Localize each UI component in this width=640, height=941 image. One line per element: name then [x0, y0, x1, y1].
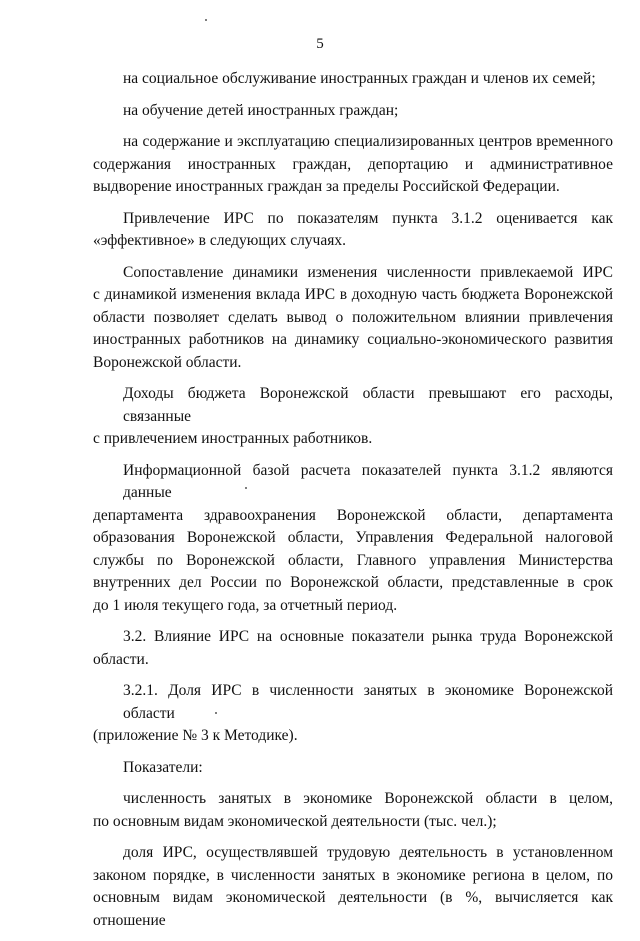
paragraph-line: до 1 июля текущего года, за отчетный период.: [93, 596, 398, 614]
paragraph-line: на обучение детей иностранных граждан;: [123, 101, 399, 119]
paragraph: [93, 100, 613, 123]
paragraph: [93, 788, 613, 833]
paragraph-line: «эффективное» в следующих случаях.: [93, 232, 346, 249]
paragraph-line: выдворение иностранных граждан за пределы Российской Федерации.: [93, 178, 560, 195]
paragraph-line: основным видам экономической деятельности (в %, вычисляется как отношение: [93, 889, 613, 929]
paragraph-line: Доходы бюджета Воронежской области превышают его расходы, связанные: [123, 385, 613, 425]
paragraph-line: с динамикой изменения вклада ИРС в доходную часть бюджета Воронежской: [93, 286, 613, 303]
paragraph-line: образования Воронежской области, Управления Федеральной налоговой: [93, 529, 613, 546]
paragraph-line: Привлечение ИРС по показателям пункта 3.1.2 оценивается как: [123, 209, 613, 227]
paragraph-line: доля ИРС, осуществлявшей трудовую деятельность в установленном: [123, 844, 613, 861]
paragraph: [93, 842, 613, 932]
paragraph: [93, 262, 613, 375]
paragraph: [93, 208, 613, 253]
scan-speck: [215, 712, 217, 714]
paragraph: [93, 626, 613, 671]
paragraph-line: 3.2.1. Доля ИРС в численности занятых в экономике Воронежской области: [123, 682, 613, 722]
paragraph: [93, 680, 613, 748]
paragraph-line: Воронежской области.: [93, 353, 242, 371]
paragraph-line: Сопоставление динамики изменения численности привлекаемой ИРС: [123, 263, 613, 281]
paragraph-line: департамента здравоохранения Воронежской области, департамента: [93, 506, 613, 524]
paragraph-line: по основным видам экономической деятельности (тыс. чел.);: [93, 812, 497, 830]
paragraph-line: на содержание и эксплуатацию специализированных центров временного: [123, 133, 613, 150]
paragraph: [93, 460, 613, 618]
paragraph-line: с привлечением иностранных работников.: [93, 430, 373, 447]
paragraph-line: Информационной базой расчета показателей пункта 3.1.2 являются данные: [123, 461, 613, 501]
paragraph-line: Показатели:: [123, 758, 203, 776]
paragraph-line: иностранных работников на динамику социально-экономического развития: [93, 331, 613, 348]
paragraph-line: области.: [93, 650, 149, 668]
paragraph: [93, 131, 613, 199]
paragraph-line: внутренних дел России по Воронежской области, представленные в срок: [93, 574, 613, 591]
paragraph: [93, 757, 613, 780]
paragraph: [93, 68, 613, 91]
document-body: [93, 68, 613, 941]
paragraph-line: области позволяет сделать вывод о положительном влиянии привлечения: [93, 308, 613, 326]
paragraph-line: службы по Воронежской области, Главного управления Министерства: [93, 551, 613, 569]
paragraph: [93, 383, 613, 451]
paragraph-line: законом порядке, в численности занятых в экономике региона в целом, по: [93, 866, 613, 884]
paragraph-line: 3.2. Влияние ИРС на основные показатели рынка труда Воронежской: [123, 628, 613, 645]
paragraph-line: на социальное обслуживание иностранных граждан и членов их семей;: [123, 70, 596, 87]
scan-speck: [205, 19, 207, 21]
paragraph-line: содержания иностранных граждан, депортацию и административное: [93, 155, 613, 173]
page-number: 5: [316, 36, 324, 52]
paragraph-line: численность занятых в экономике Воронежской области в целом,: [123, 790, 613, 807]
paragraph-line: (приложение № 3 к Методике).: [93, 727, 298, 744]
scan-speck: [245, 487, 247, 489]
